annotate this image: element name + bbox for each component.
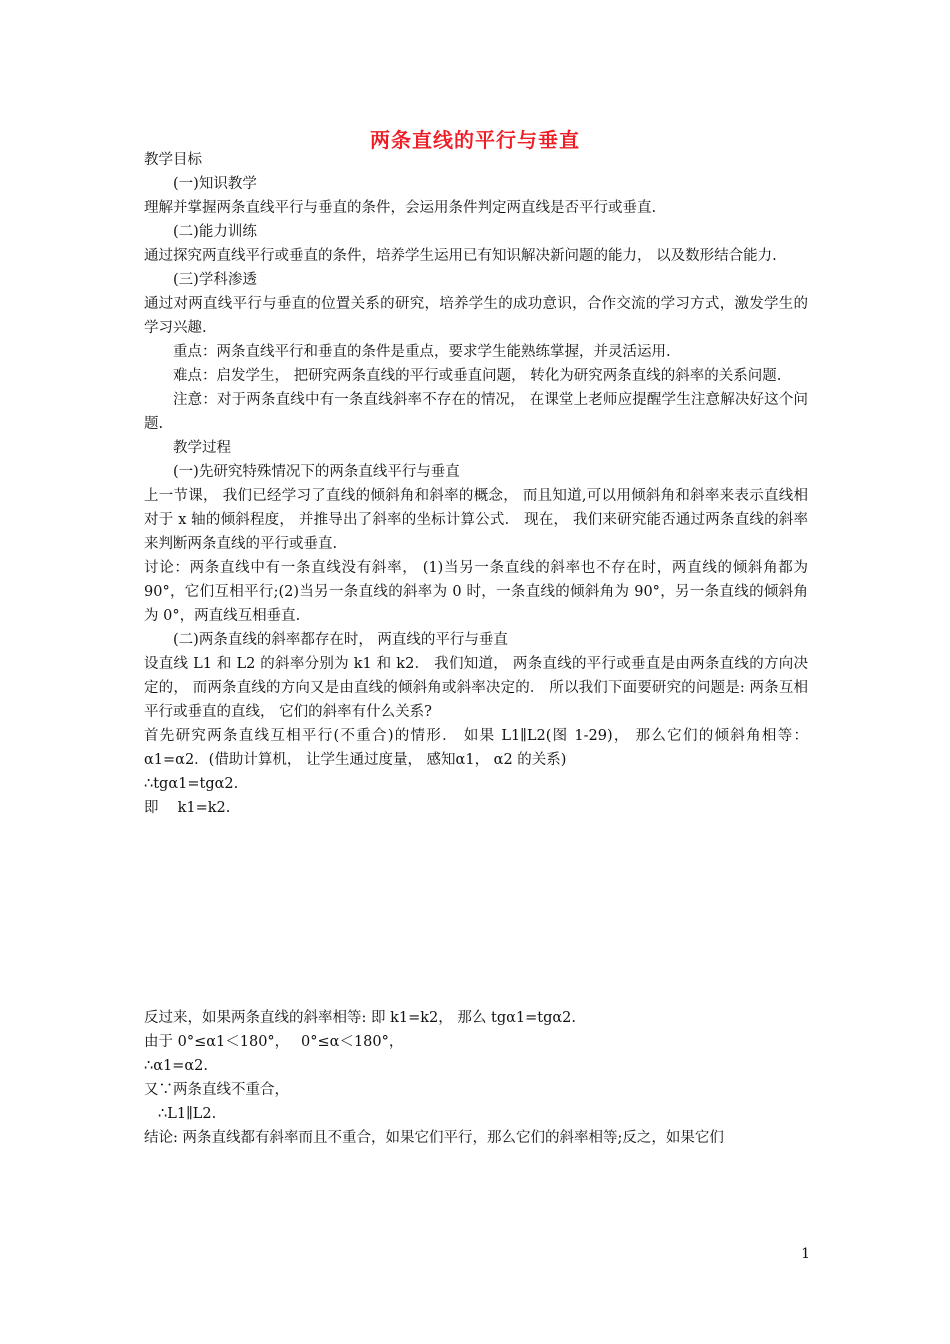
formula-line: 又∵两条直线不重合，: [144, 1082, 289, 1098]
paragraph: 反过来，如果两条直线的斜率相等: 即 k1=k2， 那么 tgα1=tgα2.: [144, 1010, 577, 1026]
formula-line: ∴α1=α2.: [144, 1058, 209, 1074]
subheading-slopes-exist: (二)两条直线的斜率都存在时， 两直线的平行与垂直: [173, 632, 508, 648]
page-number: 1: [801, 1246, 810, 1262]
subheading-special-case: (一)先研究特殊情况下的两条直线平行与垂直: [173, 464, 460, 480]
paragraph-discussion: 讨论：两条直线中有一条直线没有斜率， (1)当另一条直线的斜率也不存在时，两直线的倾斜角都为 90°，它们互相平行;(2)当另一条直线的斜率为 0 时，一条直线的倾斜角为 90°，另一条直线的倾斜角为 0°，两直线互相垂直.: [144, 560, 808, 624]
page-title: 两条直线的平行与垂直: [370, 128, 580, 152]
formula-line: 即 k1=k2.: [144, 800, 231, 816]
formula-line: ∴L1∥L2.: [158, 1106, 217, 1122]
paragraph: 理解并掌握两条直线平行与垂直的条件，会运用条件判定两直线是否平行或垂直.: [144, 200, 657, 216]
subheading-ability: (二)能力训练: [173, 224, 257, 240]
section-heading-objectives: 教学目标: [144, 152, 202, 168]
note: 注意：对于两条直线中有一条直线斜率不存在的情况， 在课堂上老师应提醒学生注意解决好这个问题.: [144, 392, 808, 432]
paragraph: 通过探究两直线平行或垂直的条件，培养学生运用已有知识解决新问题的能力， 以及数形结合能力.: [144, 248, 777, 264]
document-body: [144, 148, 808, 1150]
section-heading-process: 教学过程: [173, 440, 231, 456]
formula-line: ∴tgα1=tgα2.: [144, 776, 239, 792]
paragraph: 上一节课， 我们已经学习了直线的倾斜角和斜率的概念， 而且知道,可以用倾斜角和斜率来表示直线相对于 x 轴的倾斜程度， 并推导出了斜率的坐标计算公式． 现在， 我们来研究能否通过两条直线的斜率来判断两条直线的平行或垂直.: [144, 488, 808, 552]
conclusion: 结论: 两条直线都有斜率而且不重合，如果它们平行，那么它们的斜率相等;反之，如果它们: [144, 1130, 724, 1146]
subheading-knowledge: (一)知识教学: [173, 176, 257, 192]
key-point: 重点：两条直线平行和垂直的条件是重点，要求学生能熟练掌握，并灵活运用.: [173, 344, 671, 360]
figure-space: [144, 820, 808, 1006]
paragraph: 首先研究两条直线互相平行(不重合)的情形． 如果 L1∥L2(图 1-29)， 那么它们的倾斜角相等： α1=α2．(借助计算机， 让学生通过度量， 感知α1， α2 的关系): [144, 728, 808, 768]
subheading-infiltration: (三)学科渗透: [173, 272, 257, 288]
paragraph: 通过对两直线平行与垂直的位置关系的研究，培养学生的成功意识，合作交流的学习方式，激发学生的学习兴趣.: [144, 296, 808, 336]
formula-line: 由于 0°≤α1＜180°， 0°≤α＜180°，: [144, 1034, 404, 1050]
paragraph: 设直线 L1 和 L2 的斜率分别为 k1 和 k2． 我们知道， 两条直线的平行或垂直是由两条直线的方向决定的， 而两条直线的方向又是由直线的倾斜角或斜率决定的． 所以我们下面要研究的问题是: 两条互相平行或垂直的直线， 它们的斜率有什么关系?: [144, 656, 808, 720]
difficult-point: 难点：启发学生， 把研究两条直线的平行或垂直问题， 转化为研究两条直线的斜率的关系问题.: [173, 368, 782, 384]
